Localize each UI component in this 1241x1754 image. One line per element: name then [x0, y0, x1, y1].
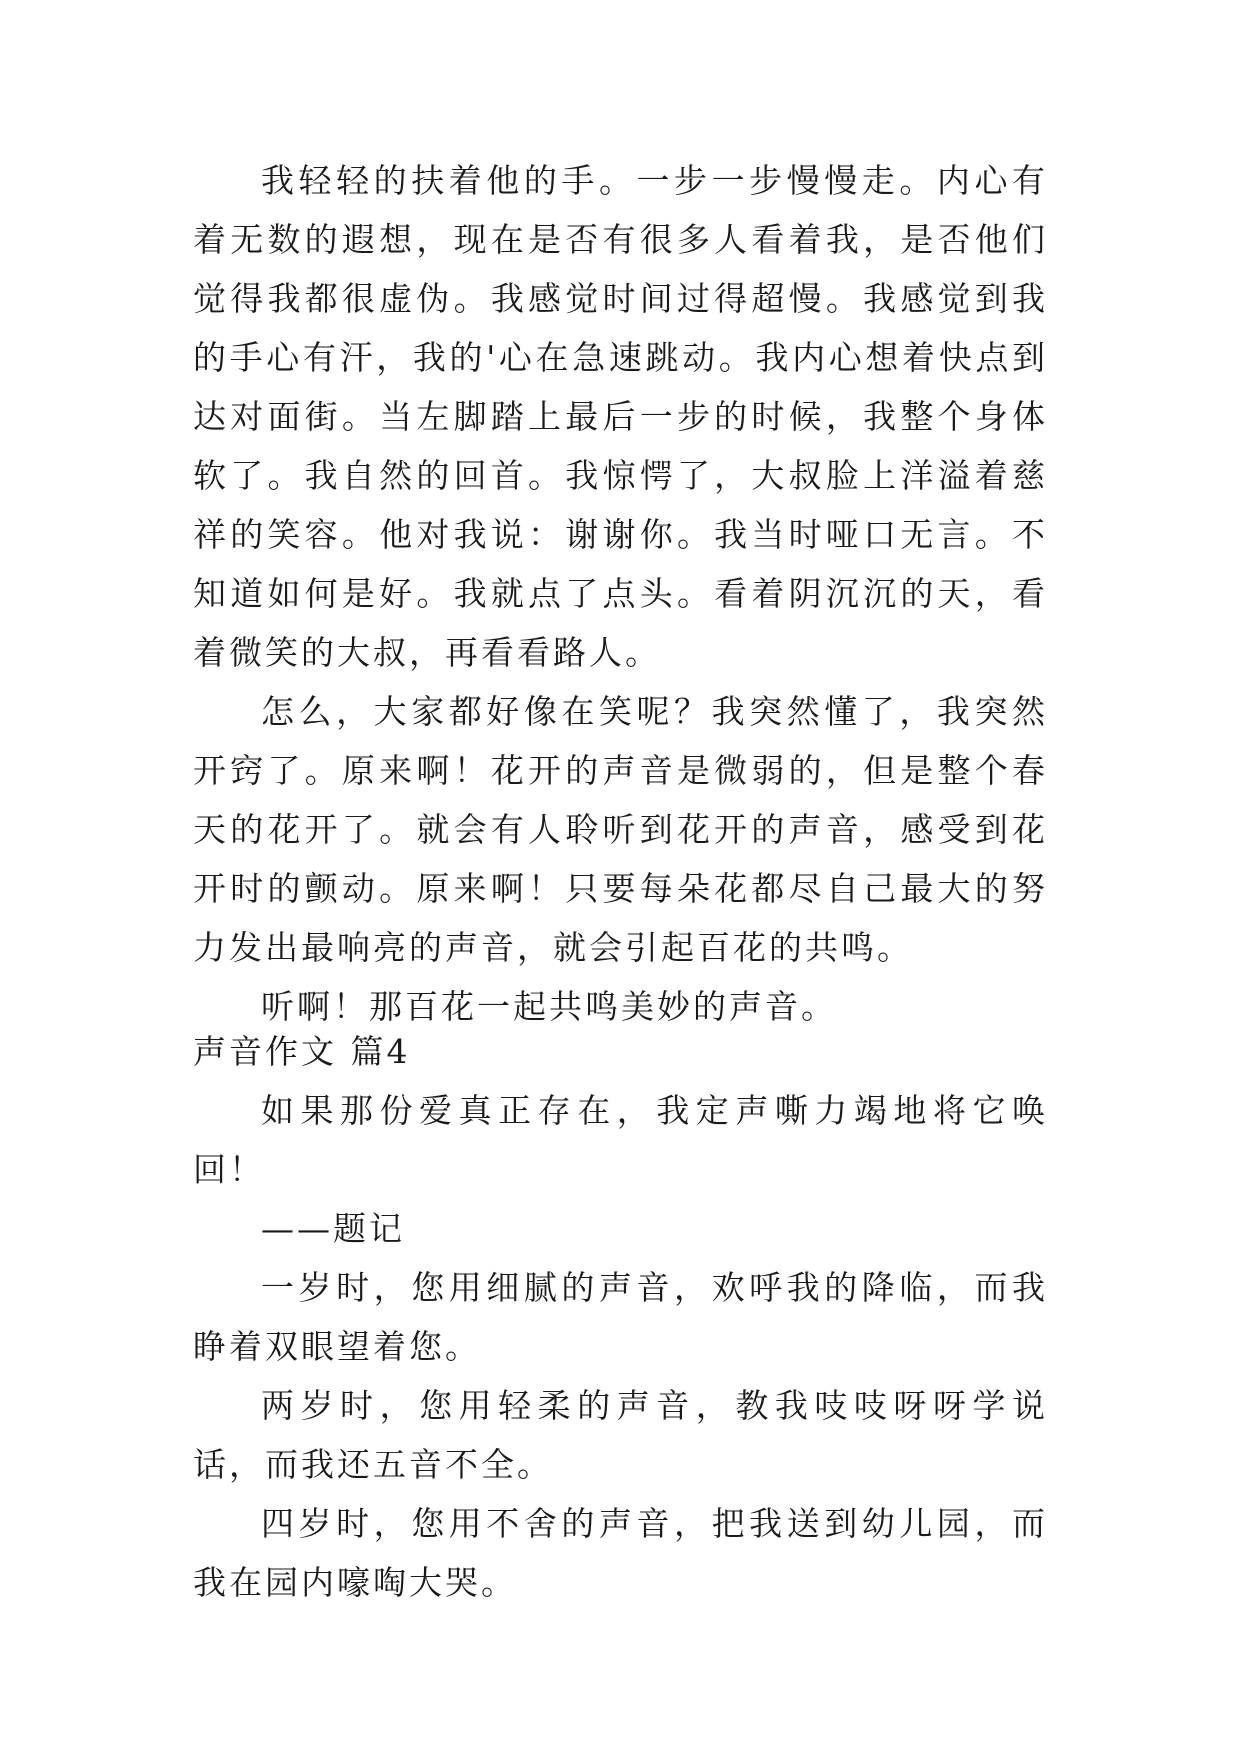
- paragraph-epigraph-source: ——题记: [261, 1209, 405, 1248]
- paragraph-epigraph: 如果那份爱真正存在，我定声嘶力竭地将它唤回！: [193, 1091, 1048, 1189]
- paragraph-age-two: 两岁时，您用轻柔的声音，教我吱吱呀呀学说话，而我还五音不全。: [193, 1386, 1048, 1484]
- essay-section-continued: [193, 151, 1048, 1036]
- essay-section-4: [193, 1022, 1048, 1612]
- paragraph-age-one: 一岁时，您用细腻的声音，欢呼我的降临，而我睁着双眼望着您。: [193, 1268, 1048, 1366]
- paragraph-flowers-sound: 怎么，大家都好像在笑呢？我突然懂了，我突然开窍了。原来啊！花开的声音是微弱的，但是整个春天的花开了。就会有人聆听到花开的声音，感受到花开时的颤动。原来啊！只要每朵花都尽自己最大的努力发出最响亮的声音，就会引起百花的共鸣。: [193, 692, 1048, 967]
- section-heading: 声音作文 篇4: [193, 1032, 411, 1071]
- paragraph-crossing-street: 我轻轻的扶着他的手。一步一步慢慢走。内心有着无数的遐想，现在是否有很多人看着我，是否他们觉得我都很虚伪。我感觉时间过得超慢。我感觉到我的手心有汗，我的'心在急速跳动。我内心想着快点到达对面街。当左脚踏上最后一步的时候，我整个身体软了。我自然的回首。我惊愕了，大叔脸上洋溢着慈祥的笑容。他对我说：谢谢你。我当时哑口无言。不知道如何是好。我就点了点头。看着阴沉沉的天，看着微笑的大叔，再看看路人。: [193, 161, 1048, 672]
- paragraph-age-four: 四岁时，您用不舍的声音，把我送到幼儿园，而我在园内嚎啕大哭。: [193, 1504, 1048, 1602]
- paragraph-listen: 听啊！那百花一起共鸣美妙的声音。: [261, 987, 837, 1026]
